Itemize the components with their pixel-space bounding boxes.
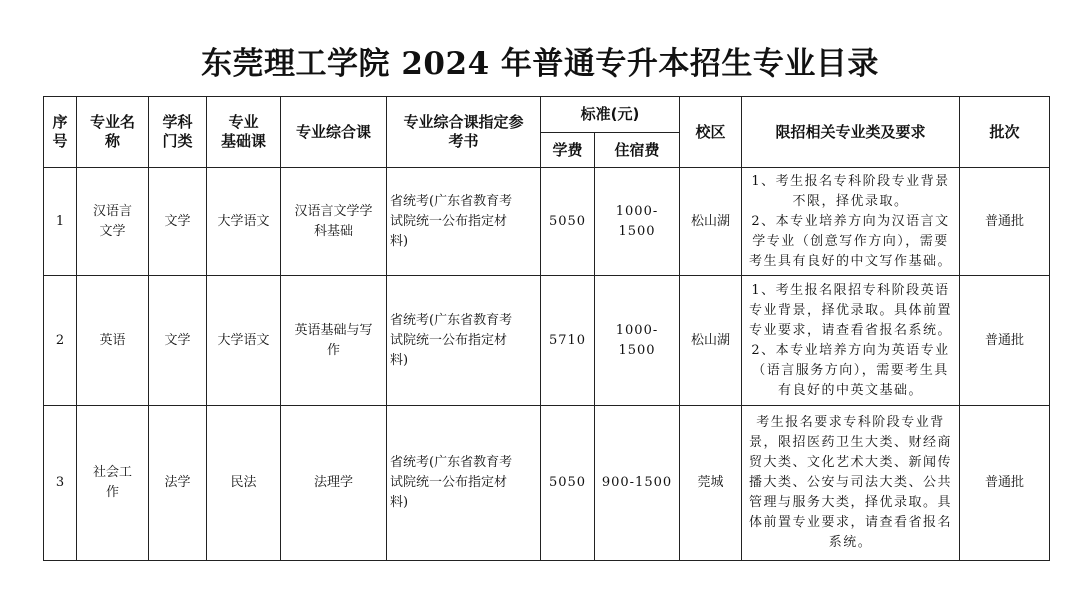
- header-tuition: 学费: [541, 133, 595, 168]
- table-row: [44, 406, 1050, 561]
- table-row: [44, 276, 1050, 406]
- cell-batch: 普通批: [960, 168, 1050, 276]
- cell-seq: 1: [44, 168, 77, 276]
- cell-tuition: 5050: [541, 168, 595, 276]
- cell-seq: 3: [44, 406, 77, 561]
- header-reference-book: 专业综合课指定参 考书: [387, 97, 541, 168]
- cell-basic-course: 大学语文: [207, 276, 281, 406]
- header-requirements: 限招相关专业类及要求: [742, 97, 960, 168]
- header-accommodation: 住宿费: [595, 133, 680, 168]
- cell-campus: 莞城: [680, 406, 742, 561]
- cell-reference-book: 省统考(广东省教育考 试院统一公布指定材 料): [387, 276, 541, 406]
- header-basic-course: 专业 基础课: [207, 97, 281, 168]
- header-seq: 序 号: [44, 97, 77, 168]
- header-fee-standard: 标准(元): [541, 97, 680, 133]
- header-category: 学科 门类: [149, 97, 207, 168]
- table-row: [44, 168, 1050, 276]
- cell-tuition: 5050: [541, 406, 595, 561]
- cell-major: 社会工 作: [77, 406, 149, 561]
- major-catalog-table: [43, 96, 1050, 561]
- cell-accommodation: 1000-1500: [595, 168, 680, 276]
- cell-reference-book: 省统考(广东省教育考 试院统一公布指定材 料): [387, 406, 541, 561]
- cell-accommodation: 900-1500: [595, 406, 680, 561]
- cell-comprehensive-course: 法理学: [281, 406, 387, 561]
- cell-comprehensive-course: 英语基础与写 作: [281, 276, 387, 406]
- header-campus: 校区: [680, 97, 742, 168]
- cell-seq: 2: [44, 276, 77, 406]
- cell-batch: 普通批: [960, 406, 1050, 561]
- cell-category: 文学: [149, 276, 207, 406]
- cell-requirements: 1、考生报名专科阶段专业背景 不限，择优录取。 2、本专业培养方向为汉语言文 学专业（创意写作方向），需要 考生具有良好的中文写作基础。: [742, 168, 960, 276]
- cell-accommodation: 1000-1500: [595, 276, 680, 406]
- cell-category: 文学: [149, 168, 207, 276]
- cell-comprehensive-course: 汉语言文学学 科基础: [281, 168, 387, 276]
- cell-reference-book: 省统考(广东省教育考 试院统一公布指定材 料): [387, 168, 541, 276]
- cell-batch: 普通批: [960, 276, 1050, 406]
- cell-requirements: 考生报名要求专科阶段专业背 景，限招医药卫生大类、财经商 贸大类、文化艺术大类、新闻传 播大类、公安与司法大类、公共 管理与服务大类，择优录取。具 体前置专业要求，请查看省报名 系统。: [742, 406, 960, 561]
- header-row: [44, 97, 1050, 133]
- header-major: 专业名 称: [77, 97, 149, 168]
- cell-major: 英语: [77, 276, 149, 406]
- cell-basic-course: 大学语文: [207, 168, 281, 276]
- cell-major: 汉语言 文学: [77, 168, 149, 276]
- cell-category: 法学: [149, 406, 207, 561]
- header-batch: 批次: [960, 97, 1050, 168]
- page-title: 东莞理工学院 2024 年普通专升本招生专业目录: [201, 46, 879, 82]
- cell-campus: 松山湖: [680, 276, 742, 406]
- cell-tuition: 5710: [541, 276, 595, 406]
- cell-basic-course: 民法: [207, 406, 281, 561]
- cell-requirements: 1、考生报名限招专科阶段英语 专业背景，择优录取。具体前置 专业要求，请查看省报名系统。 2、本专业培养方向为英语专业 （语言服务方向），需要考生具 有良好的中英文基础。: [742, 276, 960, 406]
- header-comprehensive-course: 专业综合课: [281, 97, 387, 168]
- cell-campus: 松山湖: [680, 168, 742, 276]
